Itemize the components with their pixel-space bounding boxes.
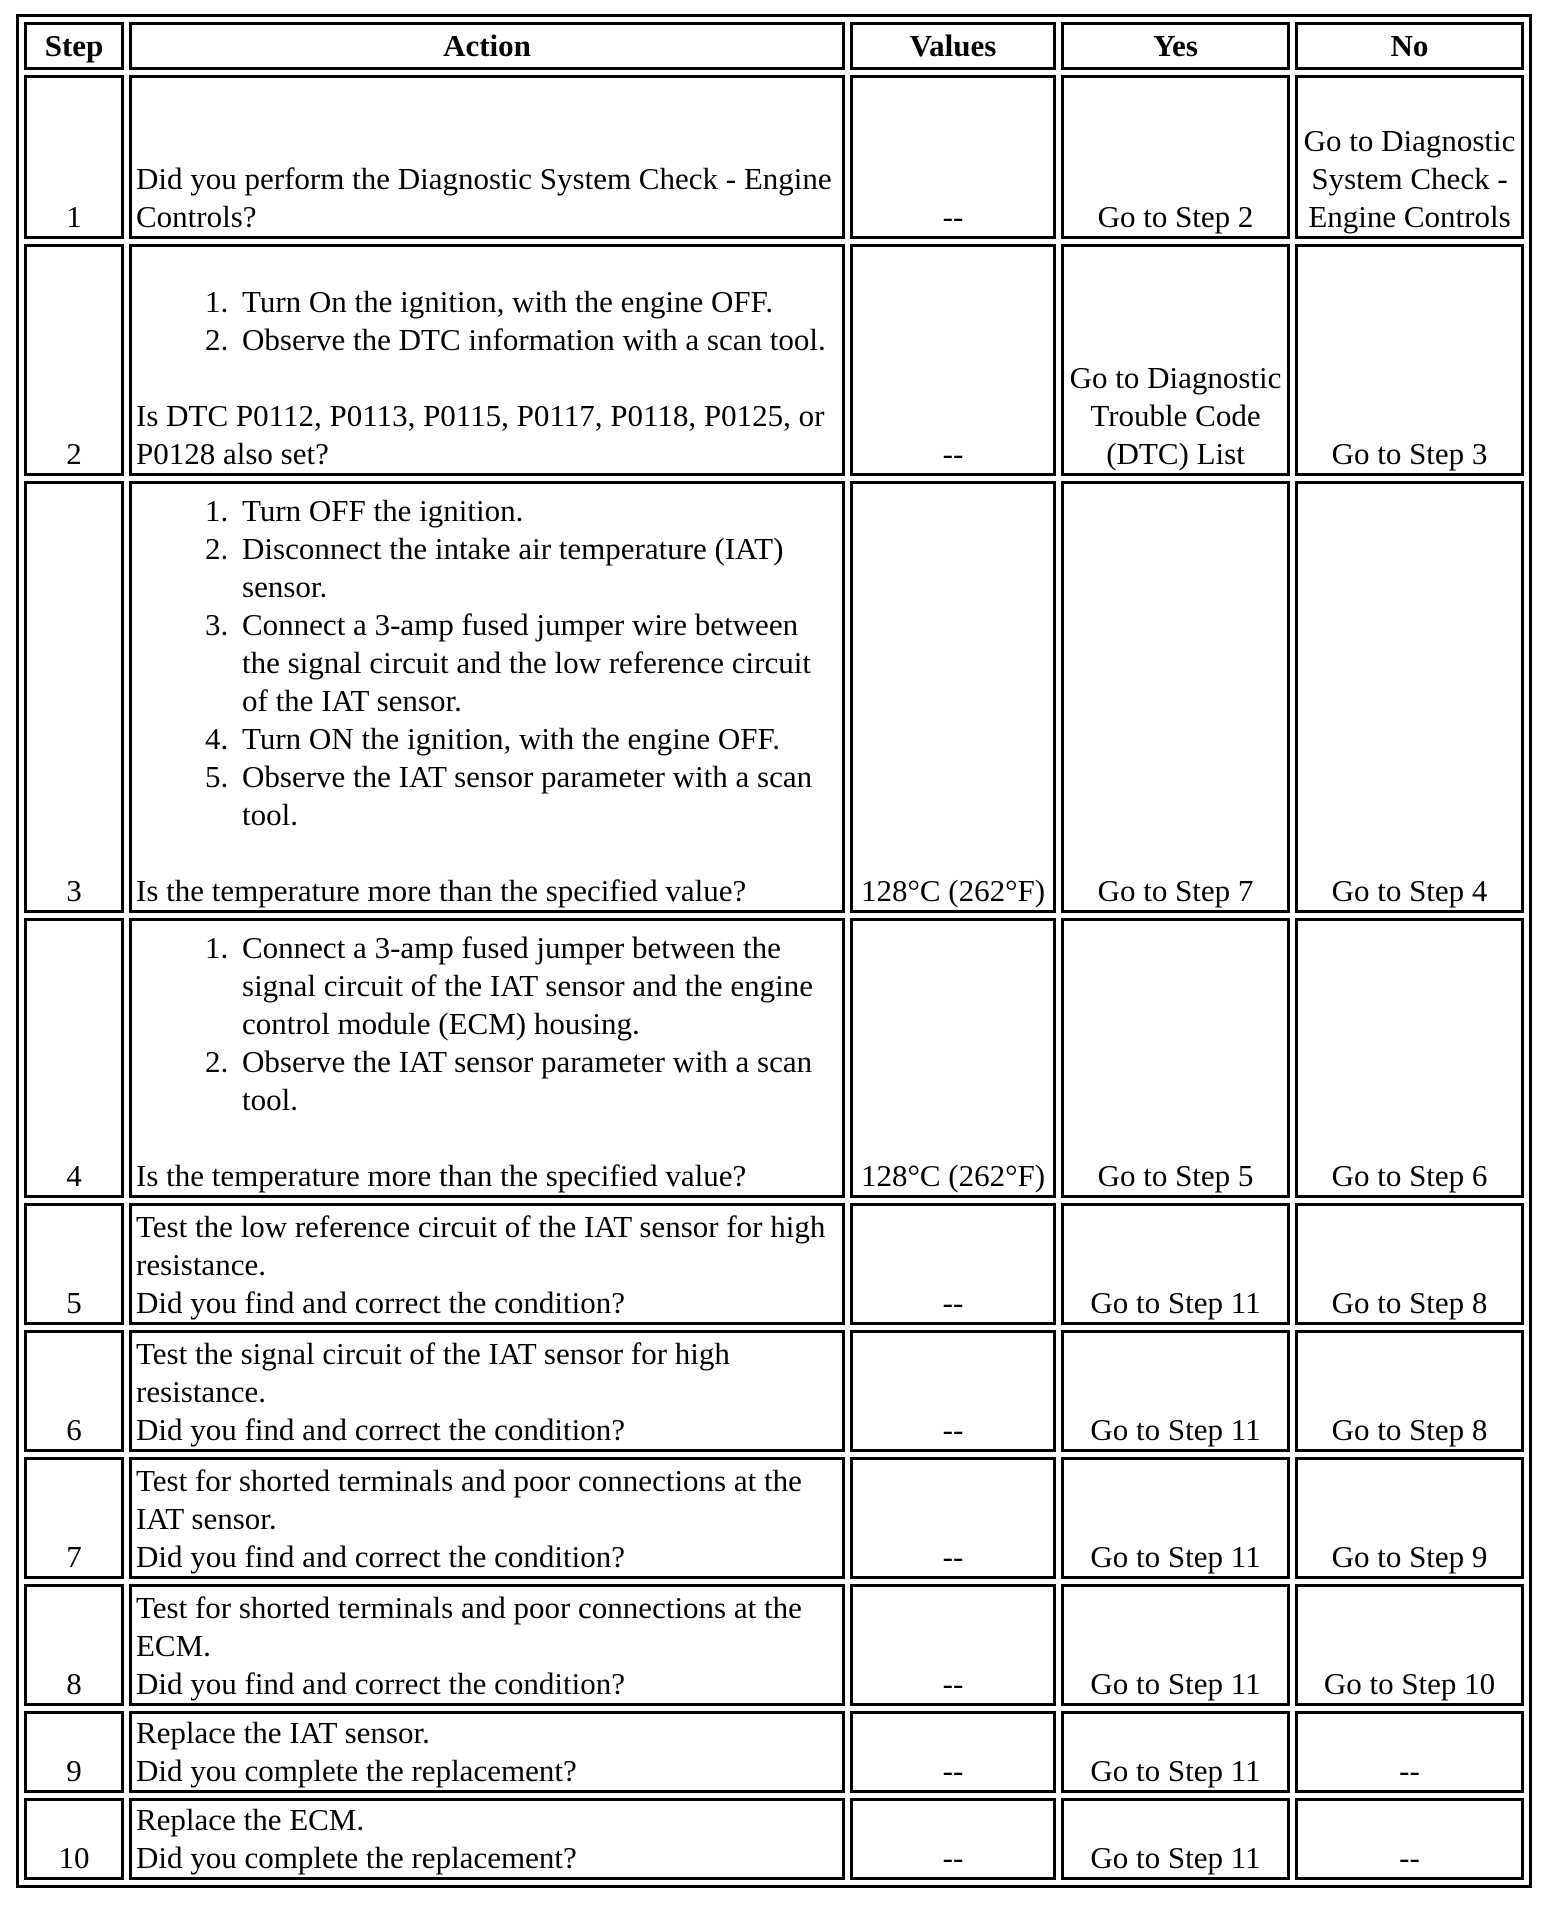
action-step-item: 3. Connect a 3-amp fused jumper wire between the signal circuit and the low reference circuit of the IAT sensor.	[236, 606, 838, 720]
no-cell: Go to Step 3	[1295, 244, 1524, 476]
action-cell	[129, 1798, 845, 1880]
values-cell: 128°C (262°F)	[850, 481, 1056, 913]
action-step-item: 2. Disconnect the intake air temperature (IAT) sensor.	[236, 530, 838, 606]
no-cell: Go to Diagnostic System Check - Engine Controls	[1295, 75, 1524, 239]
yes-cell: Go to Step 2	[1061, 75, 1290, 239]
action-cell	[129, 481, 845, 913]
values-cell: --	[850, 1798, 1056, 1880]
step-number: 1	[24, 75, 124, 239]
action-question: Did you complete the replacement?	[136, 1753, 577, 1788]
action-cell	[129, 918, 845, 1198]
action-question: Is the temperature more than the specified value?	[136, 873, 747, 908]
table-row	[24, 1203, 1524, 1325]
table-row	[24, 75, 1524, 239]
table-row	[24, 1584, 1524, 1706]
table-row	[24, 1711, 1524, 1793]
yes-cell: Go to Step 11	[1061, 1203, 1290, 1325]
action-intro: Test for shorted terminals and poor connections at the ECM.	[136, 1590, 802, 1663]
step-number: 4	[24, 918, 124, 1198]
values-cell: 128°C (262°F)	[850, 918, 1056, 1198]
header-no: No	[1295, 22, 1524, 70]
yes-cell: Go to Step 11	[1061, 1584, 1290, 1706]
action-step-item: 1. Turn On the ignition, with the engine OFF.	[236, 283, 838, 321]
header-action: Action	[129, 22, 845, 70]
action-intro: Replace the IAT sensor.	[136, 1715, 430, 1750]
action-cell	[129, 1330, 845, 1452]
action-intro: Did you perform the Diagnostic System Check - Engine Controls?	[136, 161, 832, 234]
action-cell	[129, 1203, 845, 1325]
step-number: 10	[24, 1798, 124, 1880]
yes-cell: Go to Step 11	[1061, 1457, 1290, 1579]
values-cell: --	[850, 1584, 1056, 1706]
action-intro: Test the low reference circuit of the IAT sensor for high resistance.	[136, 1209, 826, 1282]
yes-cell: Go to Step 11	[1061, 1711, 1290, 1793]
table-row	[24, 1330, 1524, 1452]
action-cell	[129, 1584, 845, 1706]
action-question: Did you complete the replacement?	[136, 1840, 577, 1875]
action-step-item: 1. Turn OFF the ignition.	[236, 492, 838, 530]
step-number: 8	[24, 1584, 124, 1706]
values-cell: --	[850, 1457, 1056, 1579]
table-row	[24, 1457, 1524, 1579]
yes-cell: Go to Step 7	[1061, 481, 1290, 913]
yes-cell: Go to Step 5	[1061, 918, 1290, 1198]
header-yes: Yes	[1061, 22, 1290, 70]
values-cell: --	[850, 1711, 1056, 1793]
step-number: 6	[24, 1330, 124, 1452]
table-row	[24, 1798, 1524, 1880]
no-cell: --	[1295, 1711, 1524, 1793]
table-row	[24, 244, 1524, 476]
yes-cell: Go to Diagnostic Trouble Code (DTC) List	[1061, 244, 1290, 476]
no-cell: Go to Step 8	[1295, 1203, 1524, 1325]
diagnostic-table-wrapper	[16, 14, 1532, 1888]
action-question: Did you find and correct the condition?	[136, 1285, 625, 1320]
table-row	[24, 481, 1524, 913]
header-values: Values	[850, 22, 1056, 70]
step-number: 3	[24, 481, 124, 913]
action-intro: Test for shorted terminals and poor connections at the IAT sensor.	[136, 1463, 802, 1536]
no-cell: Go to Step 6	[1295, 918, 1524, 1198]
action-intro: Test the signal circuit of the IAT sensor for high resistance.	[136, 1336, 730, 1409]
table-row	[24, 918, 1524, 1198]
action-step-item: 5. Observe the IAT sensor parameter with a scan tool.	[236, 758, 838, 834]
diagnostic-table	[16, 14, 1532, 1888]
action-cell	[129, 244, 845, 476]
values-cell: --	[850, 1330, 1056, 1452]
no-cell: Go to Step 9	[1295, 1457, 1524, 1579]
action-cell	[129, 75, 845, 239]
action-intro: Replace the ECM.	[136, 1802, 365, 1837]
action-steps-list	[136, 492, 838, 834]
values-cell: --	[850, 1203, 1056, 1325]
action-cell	[129, 1711, 845, 1793]
no-cell: Go to Step 10	[1295, 1584, 1524, 1706]
step-number: 2	[24, 244, 124, 476]
action-step-item: 2. Observe the IAT sensor parameter with a scan tool.	[236, 1043, 838, 1119]
no-cell: Go to Step 4	[1295, 481, 1524, 913]
header-row	[24, 22, 1524, 70]
action-question: Is DTC P0112, P0113, P0115, P0117, P0118, P0125, or P0128 also set?	[136, 398, 825, 471]
action-steps-list	[136, 929, 838, 1119]
action-step-item: 1. Connect a 3-amp fused jumper between the signal circuit of the IAT sensor and the engine control module (ECM) housing.	[236, 929, 838, 1043]
no-cell: --	[1295, 1798, 1524, 1880]
action-cell	[129, 1457, 845, 1579]
header-step: Step	[24, 22, 124, 70]
action-question: Did you find and correct the condition?	[136, 1666, 625, 1701]
action-steps-list	[136, 283, 838, 359]
no-cell: Go to Step 8	[1295, 1330, 1524, 1452]
yes-cell: Go to Step 11	[1061, 1798, 1290, 1880]
values-cell: --	[850, 75, 1056, 239]
step-number: 5	[24, 1203, 124, 1325]
step-number: 9	[24, 1711, 124, 1793]
action-question: Did you find and correct the condition?	[136, 1412, 625, 1447]
values-cell: --	[850, 244, 1056, 476]
action-step-item: 2. Observe the DTC information with a scan tool.	[236, 321, 838, 359]
action-step-item: 4. Turn ON the ignition, with the engine OFF.	[236, 720, 838, 758]
yes-cell: Go to Step 11	[1061, 1330, 1290, 1452]
action-question: Is the temperature more than the specified value?	[136, 1158, 747, 1193]
step-number: 7	[24, 1457, 124, 1579]
action-question: Did you find and correct the condition?	[136, 1539, 625, 1574]
